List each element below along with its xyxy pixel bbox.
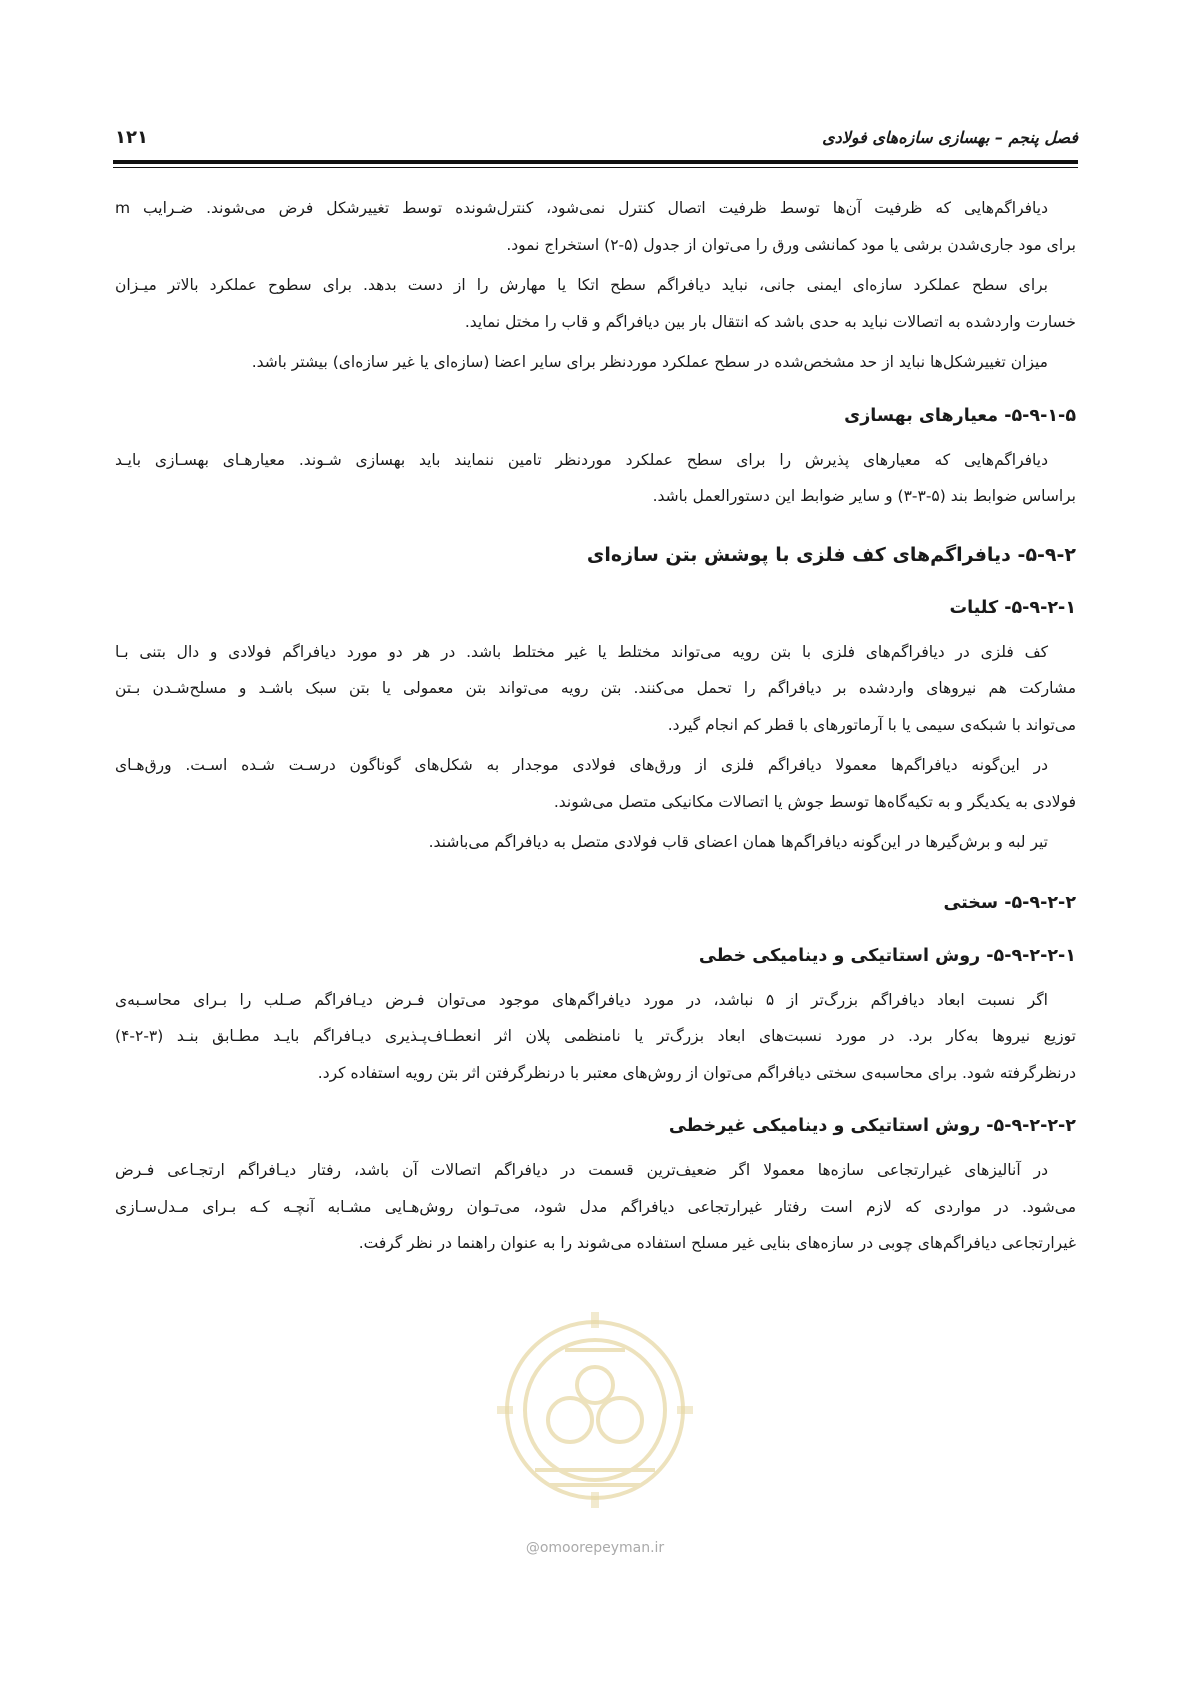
text-line: میزان تغییرشکل‌ها نباید از حد مشخص‌شده در سطح عملکرد موردنظر برای سایر اعضا (سازه‌ای یا غیر سازه‌ای) بیشتر باشد. — [251, 353, 1048, 371]
text-line: می‌تواند با شبکه‌ی سیمی یا با آرماتورهای با قطر کم انجام گیرد. — [667, 715, 1076, 734]
text-line: دیافراگم‌هایی که ظرفیت آن‌ها توسط ظرفیت اتصال کنترل نمی‌شود، کنترل‌شونده توسط تغییرشکل فرض می‌شوند. ضـرایب m — [115, 199, 1048, 217]
text-line: می‌شود. در مواردی که لازم است رفتار غیرارتجاعی دیافراگم مدل شود، می‌تـوان روش‌هـایی مشـابه آنچـه کـه بـرای مـدل‌سـازی — [115, 1197, 1076, 1216]
text-line: اگر نسبت ابعاد دیافراگم بزرگ‌تر از ۵ نباشد، در مورد دیافراگم‌های موجود می‌توان فـرض دیـافراگم صـلب را بـرای محاسـبه‌ی — [115, 990, 1048, 1009]
section-heading: ۵-۹-۲-۲-۱- روش استاتیکی و دینامیکی خطی — [698, 945, 1076, 966]
page-header — [115, 122, 1078, 152]
text-line: تیر لبه و برش‌گیرها در این‌گونه دیافراگم‌ها همان اعضای قاب فولادی متصل به دیافراگم می‌باشند. — [428, 833, 1048, 851]
text-line: غیرارتجاعی دیافراگم‌های چوبی در سازه‌های بنایی غیر مسلح استفاده می‌شوند را به عنوان راهنما در نظر گرفت. — [358, 1234, 1076, 1252]
text-line: در آنالیزهای غیرارتجاعی سازه‌ها معمولا اگر ضعیف‌ترین قسمت در دیافراگم اتصالات آن باشد، رفتار دیـافراگم ارتجـاعی فـرض — [115, 1161, 1048, 1179]
chapter-title: فصل پنجم – بهسازی سازه‌های فولادی — [822, 127, 1078, 147]
section-heading: ۵-۹-۲-۲- سختی — [943, 892, 1076, 913]
paragraph — [115, 267, 1076, 340]
paragraph — [115, 982, 1076, 1092]
page-number: ۱۲۱ — [115, 126, 148, 148]
paragraph — [115, 442, 1076, 515]
text-line: در این‌گونه دیافراگم‌ها معمولا دیافراگم فلزی از ورق‌های فولادی موجدار به شکل‌های گوناگون درسـت شـده اسـت. ورق‌هـای — [115, 756, 1048, 774]
text-line: برای سطح عملکرد سازه‌ای ایمنی جانی، نباید دیافراگم سطح اتکا یا مهارش را از دست بدهد. برای سطوح عملکرد بالاتر میـزان — [115, 276, 1048, 294]
paragraph — [115, 190, 1076, 263]
paragraph — [115, 824, 1076, 861]
text-line: کف فلزی در دیافراگم‌های فلزی با بتن رویه می‌تواند مختلط یا غیر مختلط باشد. در هر دو مورد دیافراگم فولادی و دال بتنی بـا — [115, 642, 1048, 661]
watermark-logo — [495, 1290, 695, 1556]
text-line: مشارکت هم نیروهای واردشده بر دیافراگم را تحمل می‌کنند. بتن رویه می‌تواند بتن معمولی یا بتن سبک باشـد و مسلح‌شـدن بـتن — [115, 679, 1076, 697]
text-line: فولادی به یکدیگر و به تکیه‌گاه‌ها توسط جوش یا اتصالات مکانیکی متصل می‌شوند. — [553, 792, 1076, 811]
header-rule-thick — [113, 160, 1078, 164]
section-heading: ۵-۹-۲- دیافراگم‌های کف فلزی با پوشش بتن سازه‌ای — [586, 543, 1076, 566]
text-line: براساس ضوابط بند (۵-۳-۳) و سایر ضوابط این دستورالعمل باشد. — [652, 487, 1076, 505]
page-content — [115, 190, 1076, 1266]
text-line: برای مود جاری‌شدن برشی یا مود کمانشی ورق را می‌توان از جدول (۵-۲) استخراج نمود. — [506, 235, 1076, 254]
text-line: توزیع نیروها به‌کار برد. در مورد نسبت‌های ابعاد بزرگ‌تر یا نامنظمی پلان اثر انعطـاف‌پـذیری دیـافراگم بایـد مطـابق بنـد (۳-۲-۴) — [115, 1027, 1076, 1045]
watermark-site: @omoorepeyman.ir — [525, 1540, 665, 1556]
section-heading: ۵-۹-۲-۱- کلیات — [949, 597, 1076, 618]
gear-seal-icon — [495, 1290, 695, 1530]
text-line: خسارت واردشده به اتصالات نباید به حدی باشد که انتقال بار بین دیافراگم و قاب را مختل نماید. — [464, 312, 1076, 331]
text-line: دیافراگم‌هایی که معیارهای پذیرش را برای سطح عملکرد موردنظر تامین ننمایند باید بهسازی شـوند. معیارهـای بهسـازی بایـد — [115, 450, 1048, 469]
paragraph — [115, 747, 1076, 820]
paragraph — [115, 634, 1076, 744]
paragraph — [115, 344, 1076, 381]
text-line: درنظرگرفته شود. برای محاسبه‌ی سختی دیافراگم می‌توان از روش‌های معتبر با درنظرگرفتن اثر بتن رویه استفاده کرد. — [317, 1063, 1076, 1082]
section-heading: ۵-۹-۲-۲-۲- روش استاتیکی و دینامیکی غیرخطی — [668, 1116, 1076, 1136]
header-rule-thin — [113, 167, 1078, 168]
section-heading: ۵-۹-۱-۵- معیارهای بهسازی — [844, 405, 1076, 426]
paragraph — [115, 1152, 1076, 1262]
